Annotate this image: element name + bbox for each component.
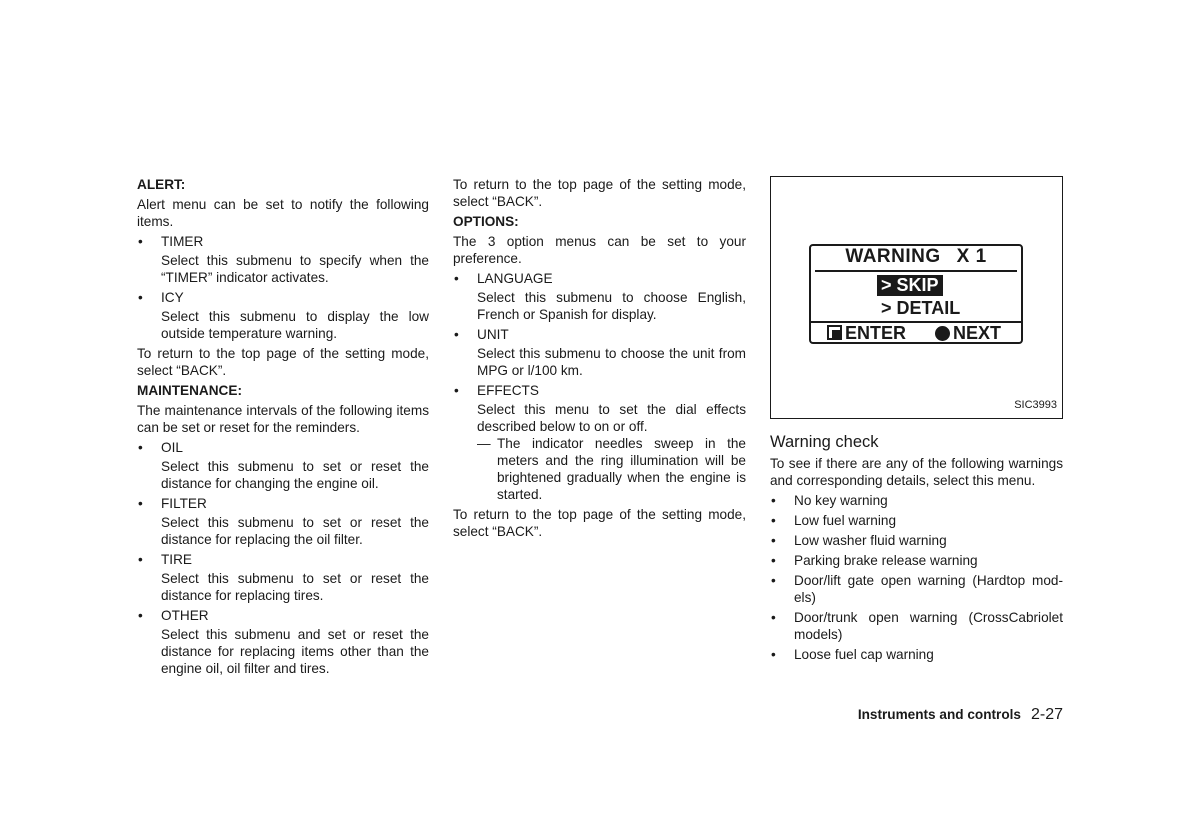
list-item-label: • TIMER <box>161 234 204 249</box>
section-title: Warning check <box>770 433 879 451</box>
options-return-text: To return to the top page of the setting mode, select “BACK”. <box>453 507 746 539</box>
list-item <box>137 233 429 286</box>
list-item-label: • OIL <box>161 440 183 455</box>
maintenance-intro: The maintenance intervals of the following items can be set or reset for the reminders. <box>137 403 429 435</box>
list-item-label: • EFFECTS <box>477 383 539 398</box>
warning-item: • Door/trunk open warning (CrossCabriolet models) <box>794 610 1063 642</box>
options-intro: The 3 option menus can be set to your preference. <box>453 234 746 266</box>
list-item-label: • LANGUAGE <box>477 271 553 286</box>
column-right <box>770 176 1063 666</box>
alert-intro: Alert menu can be set to notify the following items. <box>137 197 429 229</box>
skip-label: SKIP <box>896 275 939 295</box>
list-item-desc: Select this menu to set the dial effects described below to on or off. <box>477 402 746 434</box>
list-item <box>770 609 1063 643</box>
warning-item: • Door/lift gate open warning (Hardtop mod-els) <box>794 573 1063 605</box>
warning-item: • Loose fuel cap warning <box>794 647 934 662</box>
list-item <box>770 512 1063 529</box>
list-item <box>453 382 746 503</box>
warning-item: • No key warning <box>794 493 888 508</box>
meter-display <box>809 244 1023 344</box>
list-item <box>137 439 429 492</box>
warning-check-intro: To see if there are any of the following warnings and corresponding details, select this menu. <box>770 456 1063 488</box>
list-item-desc: Select this submenu and set or reset the distance for replacing items other than the engine oil, oil filter and tires. <box>161 627 429 676</box>
effects-sub-text: The indicator needles sweep in the meters and the ring illumination will be brightened gradually when the engine is started. <box>497 436 746 502</box>
chevron-right-icon: > <box>881 275 892 295</box>
list-item <box>453 270 746 323</box>
enter-hint <box>827 323 906 343</box>
list-item-desc: Select this submenu to set or reset the distance for replacing the oil filter. <box>161 515 429 547</box>
list-item-desc: Select this submenu to specify when the “TIMER” indicator activates. <box>161 253 429 285</box>
list-item-label: • FILTER <box>161 496 207 511</box>
footer-section-title: Instruments and controls <box>857 707 1021 722</box>
dash-mark: — <box>477 436 491 451</box>
enter-label: ENTER <box>845 323 907 343</box>
maintenance-heading: MAINTENANCE: <box>137 383 242 398</box>
alert-heading: ALERT: <box>137 177 186 192</box>
list-item <box>770 646 1063 663</box>
display-divider <box>815 270 1017 272</box>
detail-option <box>881 298 960 319</box>
warning-item: • Low washer fluid warning <box>794 533 947 548</box>
display-title-left: WARNING <box>845 246 941 267</box>
list-item-desc: Select this submenu to choose English, French or Spanish for display. <box>477 290 746 322</box>
page-number: 2-27 <box>1030 706 1063 723</box>
list-item-label: • TIRE <box>161 552 192 567</box>
detail-label: DETAIL <box>896 298 961 318</box>
list-item <box>453 326 746 379</box>
display-title <box>811 248 1021 265</box>
list-item-desc: Select this submenu to display the low outside temperature warning. <box>161 309 429 341</box>
maintenance-return-text: To return to the top page of the setting mode, select “BACK”. <box>453 177 746 209</box>
next-hint <box>935 323 1001 343</box>
effects-sub-item <box>477 435 746 503</box>
options-heading: OPTIONS: <box>453 214 519 229</box>
next-button-icon <box>935 326 950 341</box>
list-item <box>137 607 429 677</box>
list-item <box>770 492 1063 509</box>
enter-button-icon <box>827 325 842 340</box>
list-item-label: • OTHER <box>161 608 209 623</box>
list-item-desc: Select this submenu to set or reset the distance for replacing tires. <box>161 571 429 603</box>
list-item-label: • ICY <box>161 290 184 305</box>
display-title-right: X 1 <box>956 246 987 267</box>
warning-item: • Parking brake release warning <box>794 553 978 568</box>
warning-display-figure <box>770 176 1063 419</box>
next-label: NEXT <box>953 323 1002 343</box>
list-item <box>137 495 429 548</box>
list-item <box>770 552 1063 569</box>
alert-return-text: To return to the top page of the setting mode, select “BACK”. <box>137 346 429 378</box>
column-middle <box>453 176 746 543</box>
list-item <box>770 532 1063 549</box>
column-left <box>137 176 429 680</box>
chevron-right-icon: > <box>881 298 892 318</box>
warning-item: • Low fuel warning <box>794 513 897 528</box>
page-footer <box>858 706 1063 724</box>
list-item <box>137 289 429 342</box>
list-item <box>137 551 429 604</box>
list-item-desc: Select this submenu to choose the unit from MPG or l/100 km. <box>477 346 746 378</box>
list-item-label: • UNIT <box>477 327 509 342</box>
figure-code: SIC3993 <box>1014 399 1057 411</box>
skip-option <box>877 275 943 296</box>
list-item <box>770 572 1063 606</box>
list-item-desc: Select this submenu to set or reset the distance for changing the engine oil. <box>161 459 429 491</box>
